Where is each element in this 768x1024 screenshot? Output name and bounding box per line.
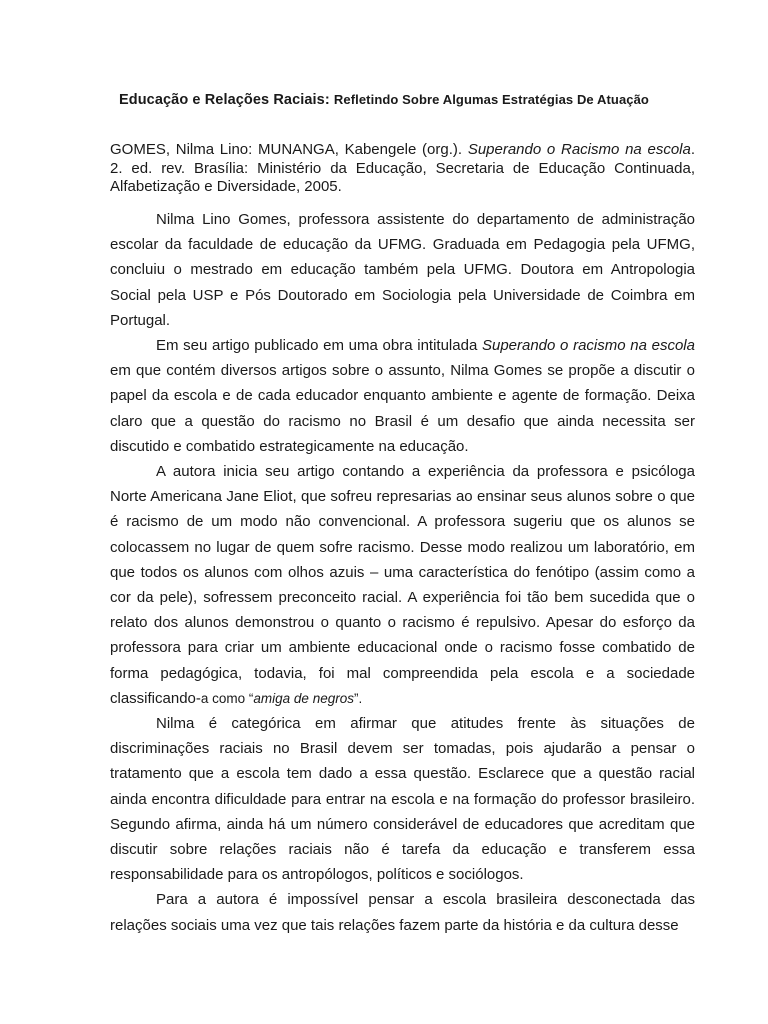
reference-book-title: Superando o Racismo na escola xyxy=(467,141,691,158)
title-subtitle: Refletindo Sobre Algumas Estratégias De Atuação xyxy=(333,92,649,107)
paragraph-3-quote: amiga de negros xyxy=(253,690,354,706)
title-main: Educação e Relações Raciais: xyxy=(119,92,330,108)
reference-publication: . 2. ed. rev. Brasília: Ministério da Educação, Secretaria de Educação Continuada, Alfabetização e Diversidade, 2005. xyxy=(110,141,696,195)
paragraph-3-text: A autora inicia seu artigo contando a experiência da professora e psicóloga Norte Americana Jane Eliot, que sofreu represarias ao ensinar seus alunos sobre o que é racismo de um modo não convencional. A professora sugeriu que os alunos se colocassem no lugar de quem sofre racismo. Desse modo realizou um laboratório, em que todos os alunos com olhos azuis – uma característica do fenótipo (assim como a cor da pele), sofressem preconceito racial. A experiência foi tão bem sucedida que o relato dos alunos demonstrou o quanto o racismo é repulsivo. Apesar do esforço da professora para criar um ambiente educacional onde o racismo fosse combatido de forma pedagógica, todavia, foi mal compreendida pela escola e a sociedade classificando- xyxy=(110,463,695,707)
paragraph-4: Nilma é categórica em afirmar que atitudes frente às situações de discriminações raciais no Brasil devem ser tomadas, pois ajudarão a pensar o tratamento que a escola tem dado a essa questão. Esclarece que a questão racial ainda encontra dificuldade para entrar na escola e na formação do professor brasileiro. Segundo afirma, ainda há um número considerável de educadores que acreditam que discutir sobre relações raciais não é tarefa da educação e transferem essa responsabilidade para os antropólogos, políticos e sociólogos. xyxy=(110,715,695,884)
paragraph-3-connector: a como “ xyxy=(200,690,254,706)
reference-authors: GOMES, Nilma Lino: MUNANGA, Kabengele (org.). xyxy=(110,141,463,158)
paragraph-2-book-title: Superando o racismo na escola xyxy=(481,337,695,355)
paragraph-2 xyxy=(110,333,695,459)
paragraph-3 xyxy=(110,459,695,711)
document-body xyxy=(110,207,695,938)
paragraph-5: Para a autora é impossível pensar a escola brasileira desconectada das relações sociais uma vez que tais relações fazem parte da história e da cultura desse xyxy=(110,891,695,934)
bibliographic-reference xyxy=(110,141,695,197)
paragraph-2-rest: em que contém diversos artigos sobre o assunto, Nilma Gomes se propõe a discutir o papel da escola e de cada educador enquanto ambiente e agente de formação. Deixa claro que a questão do racismo no Brasil é um desafio que ainda necessita ser discutido e combatido estrategicamente na educação. xyxy=(110,362,695,455)
paragraph-2-intro: Em seu artigo publicado em uma obra intitulada xyxy=(156,337,482,355)
paragraph-1: Nilma Lino Gomes, professora assistente do departamento de administração escolar da faculdade de educação da UFMG. Graduada em Pedagogia pela UFMG, concluiu o mestrado em educação também pela UFMG. Doutora em Antropologia Social pela USP e Pós Doutorado em Sociologia pela Universidade de Coimbra em Portugal. xyxy=(110,211,695,329)
paragraph-3-end: ”. xyxy=(353,690,363,706)
document-title xyxy=(0,92,768,108)
